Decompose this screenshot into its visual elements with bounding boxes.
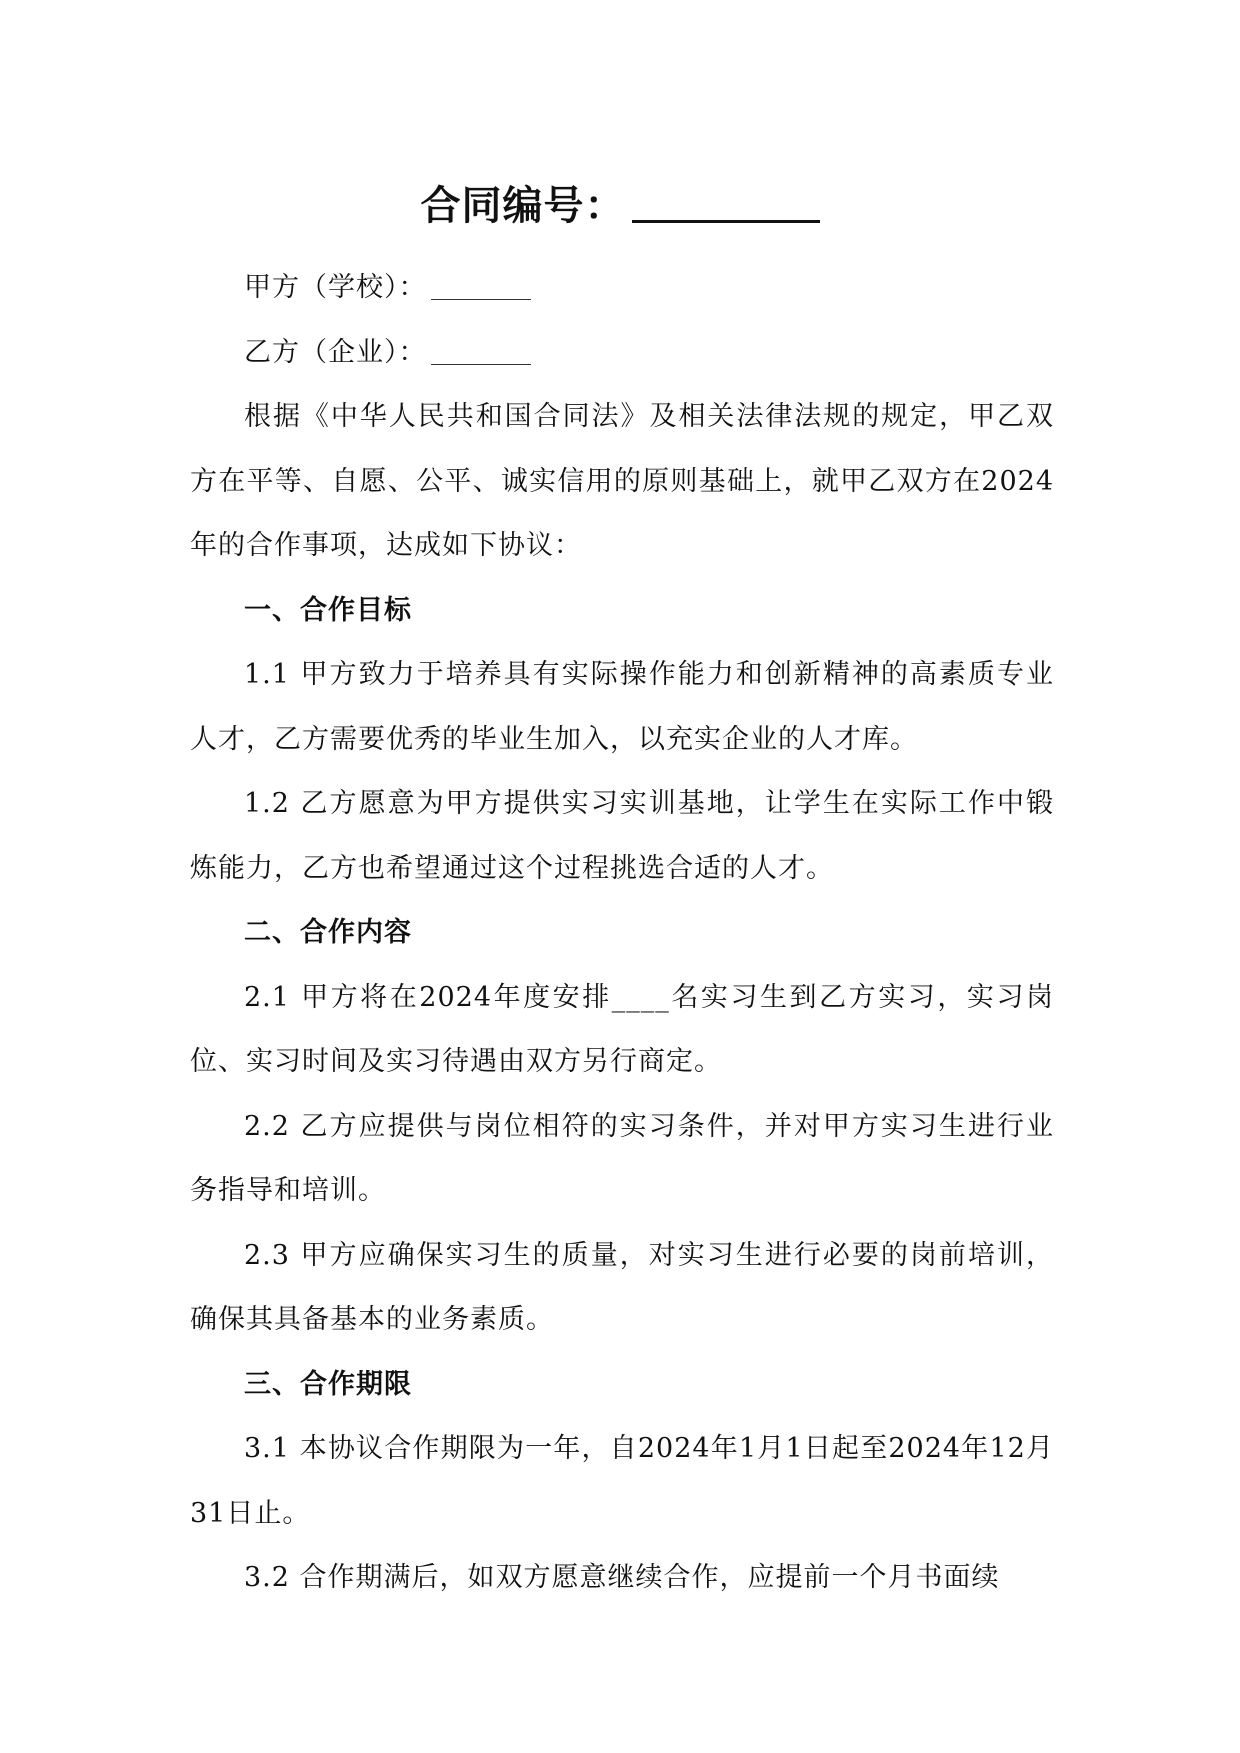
party-a-line (190, 256, 1054, 321)
party-b-blank (431, 338, 531, 365)
clause-2-3: 2.3 甲方应确保实习生的质量，对实习生进行必要的岗前培训，确保其具备基本的业务素质。 (190, 1239, 1054, 1335)
section-heading-term: 三、合作期限 (244, 1368, 412, 1400)
contract-number-blank (632, 180, 820, 223)
clause-1-1: 1.1 甲方致力于培养具有实际操作能力和创新精神的高素质专业人才，乙方需要优秀的毕业生加入，以充实企业的人才库。 (190, 659, 1054, 755)
party-b-label: 乙方（企业）： (244, 336, 427, 368)
clause-2-1: 2.1 甲方将在2024年度安排____名实习生到乙方实习，实习岗位、实习时间及实习待遇由双方另行商定。 (190, 981, 1054, 1077)
party-a-blank (431, 273, 531, 300)
party-a-label: 甲方（学校）： (244, 272, 427, 303)
section-heading-goals: 一、合作目标 (244, 594, 412, 626)
contract-number-title (0, 178, 1240, 234)
preamble-paragraph: 根据《中华人民共和国合同法》及相关法律法规的规定，甲乙双方在平等、自愿、公平、诚实信用的原则基础上，就甲乙双方在2024年的合作事项，达成如下协议： (190, 401, 1054, 561)
clause-3-2: 3.2 合作期满后，如双方愿意继续合作，应提前一个月书面续 (244, 1562, 1000, 1593)
clause-1-2: 1.2 乙方愿意为甲方提供实习实训基地，让学生在实际工作中锻炼能力，乙方也希望通过这个过程挑选合适的人才。 (190, 788, 1054, 884)
party-b-line (190, 321, 1054, 386)
section-heading-content: 二、合作内容 (244, 917, 412, 948)
title-text: 合同编号： (420, 183, 626, 229)
clause-2-2: 2.2 乙方应提供与岗位相符的实习条件，并对甲方实习生进行业务指导和培训。 (190, 1110, 1054, 1206)
document-body (190, 256, 1054, 1611)
clause-3-1: 3.1 本协议合作期限为一年，自2024年1月1日起至2024年12月31日止。 (190, 1433, 1054, 1529)
